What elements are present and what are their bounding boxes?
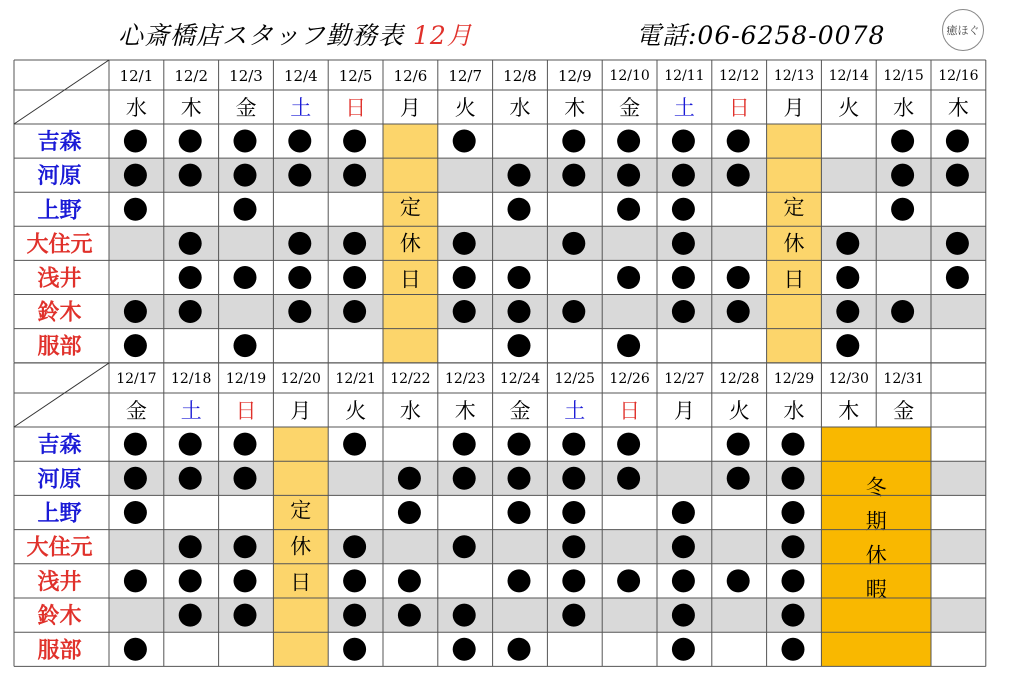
shift-dot xyxy=(453,130,476,153)
shift-dot xyxy=(453,467,476,490)
shift-dot xyxy=(672,130,695,153)
shift-dot xyxy=(782,501,805,524)
date-cell: 12/2 xyxy=(174,67,209,85)
shift-dot xyxy=(179,569,202,592)
weekday-cell: 日 xyxy=(345,96,367,120)
shift-dot xyxy=(343,164,366,187)
date-cell: 12/10 xyxy=(609,68,650,84)
weekday-cell: 金 xyxy=(893,399,915,423)
closed-day-label: 日 xyxy=(399,267,421,292)
weekday-cell: 土 xyxy=(564,399,586,423)
shift-dot xyxy=(179,130,202,153)
weekday-cell: 火 xyxy=(345,399,367,423)
shift-dot xyxy=(672,300,695,323)
shift-dot xyxy=(288,164,311,187)
weekday-cell: 土 xyxy=(180,399,202,423)
date-cell: 12/18 xyxy=(171,371,212,387)
shift-dot xyxy=(453,232,476,255)
weekday-cell: 水 xyxy=(399,399,421,423)
date-cell: 12/3 xyxy=(229,67,263,85)
shift-dot xyxy=(782,433,805,456)
shift-dot xyxy=(398,501,421,524)
staff-name: 河原 xyxy=(37,466,82,493)
shift-dot xyxy=(124,467,147,490)
date-cell: 12/19 xyxy=(225,371,267,387)
date-cell: 12/8 xyxy=(503,67,537,85)
shift-dot xyxy=(782,467,805,490)
shift-dot xyxy=(179,535,202,558)
shift-dot xyxy=(234,467,257,490)
shift-dot xyxy=(234,604,257,627)
date-cell: 12/22 xyxy=(390,371,431,387)
date-cell: 12/30 xyxy=(828,371,869,387)
shift-dot xyxy=(782,604,805,627)
shift-dot xyxy=(672,535,695,558)
weekday-cell: 木 xyxy=(947,96,969,120)
winter-holiday-label: 暇 xyxy=(865,577,887,602)
shift-dot xyxy=(234,130,257,153)
staff-name: 鈴木 xyxy=(37,299,82,326)
shift-dot xyxy=(617,433,640,456)
date-cell: 12/23 xyxy=(445,371,486,387)
schedule-block-1 xyxy=(14,60,986,363)
date-cell: 12/29 xyxy=(773,371,815,387)
closed-day-label: 日 xyxy=(290,570,312,595)
shift-dot xyxy=(453,433,476,456)
date-cell: 12/5 xyxy=(338,67,373,85)
shift-dot xyxy=(672,232,695,255)
shift-dot xyxy=(836,334,859,357)
shift-dot xyxy=(179,232,202,255)
winter-holiday-label: 休 xyxy=(865,543,887,568)
shift-dot xyxy=(562,433,585,456)
shift-dot xyxy=(727,164,750,187)
shift-dot xyxy=(946,164,969,187)
shift-dot xyxy=(288,300,311,323)
closed-day-label: 日 xyxy=(783,267,805,292)
staff-name: 服部 xyxy=(37,333,82,360)
shift-dot xyxy=(782,569,805,592)
shift-dot xyxy=(343,604,366,627)
shift-dot xyxy=(508,334,531,357)
date-cell: 12/1 xyxy=(119,67,154,85)
shift-dot xyxy=(672,604,695,627)
staff-name: 上野 xyxy=(37,500,82,527)
shift-dot xyxy=(343,638,366,661)
shift-dot xyxy=(727,467,750,490)
shift-dot xyxy=(891,198,914,221)
closed-day-label: 休 xyxy=(399,231,421,256)
shift-dot xyxy=(179,604,202,627)
closed-day-label: 休 xyxy=(783,231,805,256)
shift-dot xyxy=(508,198,531,221)
shift-dot xyxy=(836,232,859,255)
shift-dot xyxy=(672,569,695,592)
shift-dot xyxy=(891,130,914,153)
shift-dot xyxy=(836,266,859,289)
shift-dot xyxy=(562,130,585,153)
shift-dot xyxy=(617,266,640,289)
shift-dot xyxy=(508,638,531,661)
shift-dot xyxy=(617,334,640,357)
shift-dot xyxy=(782,638,805,661)
date-cell: 12/7 xyxy=(448,67,483,85)
weekday-cell: 水 xyxy=(783,399,805,423)
shift-dot xyxy=(343,130,366,153)
date-cell: 12/20 xyxy=(280,371,321,387)
shift-dot xyxy=(234,164,257,187)
staff-name: 吉森 xyxy=(37,129,82,156)
shift-dot xyxy=(836,300,859,323)
shift-dot xyxy=(343,433,366,456)
shift-dot xyxy=(672,164,695,187)
weekday-cell: 金 xyxy=(619,96,641,120)
corner-diagonal xyxy=(14,363,109,427)
shift-dot xyxy=(727,433,750,456)
date-cell: 12/9 xyxy=(557,67,592,85)
shift-dot xyxy=(508,266,531,289)
shift-dot xyxy=(672,266,695,289)
schedule-block-2 xyxy=(14,363,986,666)
shift-dot xyxy=(508,433,531,456)
shift-dot xyxy=(562,604,585,627)
shift-dot xyxy=(672,198,695,221)
staff-name: 河原 xyxy=(37,163,82,190)
shift-dot xyxy=(453,638,476,661)
shift-dot xyxy=(124,501,147,524)
shift-dot xyxy=(617,569,640,592)
shift-dot xyxy=(124,638,147,661)
weekday-cell: 木 xyxy=(180,96,202,120)
weekday-cell: 金 xyxy=(509,399,531,423)
shift-dot xyxy=(782,535,805,558)
shift-dot xyxy=(343,569,366,592)
shift-dot xyxy=(398,569,421,592)
shift-dot xyxy=(234,535,257,558)
shift-dot xyxy=(398,467,421,490)
shift-dot xyxy=(124,198,147,221)
date-cell: 12/16 xyxy=(938,68,979,84)
shift-dot xyxy=(234,569,257,592)
shift-dot xyxy=(562,535,585,558)
shift-dot xyxy=(562,300,585,323)
shift-dot xyxy=(562,164,585,187)
shift-dot xyxy=(617,467,640,490)
shift-dot xyxy=(453,300,476,323)
shift-dot xyxy=(453,535,476,558)
date-cell: 12/13 xyxy=(773,68,815,84)
shift-dot xyxy=(562,232,585,255)
date-cell: 12/14 xyxy=(828,68,869,84)
staff-name: 大住元 xyxy=(26,534,93,561)
shift-dot xyxy=(398,604,421,627)
shift-dot xyxy=(508,300,531,323)
weekday-cell: 水 xyxy=(893,96,915,120)
date-cell: 12/26 xyxy=(609,371,650,387)
shift-dot xyxy=(508,164,531,187)
date-cell: 12/6 xyxy=(393,67,428,85)
shift-dot xyxy=(562,501,585,524)
weekday-cell: 土 xyxy=(290,96,312,120)
shift-dot xyxy=(179,266,202,289)
shift-dot xyxy=(179,467,202,490)
shift-dot xyxy=(179,300,202,323)
shift-dot xyxy=(343,266,366,289)
shift-dot xyxy=(672,501,695,524)
date-cell: 12/17 xyxy=(116,371,157,387)
weekday-cell: 日 xyxy=(728,96,750,120)
title-text: 心斎橋店スタッフ勤務表 xyxy=(118,21,405,50)
shift-dot xyxy=(453,604,476,627)
weekday-cell: 木 xyxy=(564,96,586,120)
weekday-cell: 木 xyxy=(838,399,860,423)
shift-dot xyxy=(727,130,750,153)
shift-dot xyxy=(946,266,969,289)
date-cell: 12/21 xyxy=(335,371,376,387)
phone-number: 電話:06-6258-0078 xyxy=(636,21,886,50)
closed-day-label: 休 xyxy=(290,534,312,559)
staff-name: 浅井 xyxy=(37,265,82,292)
shift-dot xyxy=(672,638,695,661)
shift-dot xyxy=(124,433,147,456)
shift-dot xyxy=(179,164,202,187)
shift-dot xyxy=(727,266,750,289)
shift-dot xyxy=(946,232,969,255)
shift-dot xyxy=(179,433,202,456)
weekday-cell: 火 xyxy=(728,399,750,423)
staff-name: 吉森 xyxy=(37,432,82,459)
weekday-cell: 水 xyxy=(509,96,531,120)
date-cell: 12/25 xyxy=(554,371,595,387)
shift-dot xyxy=(727,300,750,323)
shift-dot xyxy=(234,334,257,357)
corner-diagonal xyxy=(14,60,109,124)
date-cell: 12/12 xyxy=(719,68,760,84)
closed-day-label: 定 xyxy=(783,195,805,220)
weekday-cell: 火 xyxy=(454,96,476,120)
shift-dot xyxy=(891,164,914,187)
title-month: 12月 xyxy=(412,21,473,50)
shift-dot xyxy=(727,569,750,592)
shift-dot xyxy=(234,266,257,289)
staff-name: 大住元 xyxy=(26,231,93,258)
shift-dot xyxy=(508,467,531,490)
date-cell: 12/15 xyxy=(883,68,924,84)
weekday-cell: 月 xyxy=(399,96,421,120)
weekday-cell: 金 xyxy=(235,96,257,120)
winter-holiday-label: 期 xyxy=(865,509,887,534)
logo-text: 癒ほぐ xyxy=(946,24,980,37)
shift-dot xyxy=(946,130,969,153)
date-cell: 12/28 xyxy=(719,371,760,387)
staff-name: 浅井 xyxy=(37,568,82,595)
staff-name: 鈴木 xyxy=(37,603,82,630)
shift-dot xyxy=(617,130,640,153)
shift-dot xyxy=(124,300,147,323)
shift-dot xyxy=(508,569,531,592)
weekday-cell: 月 xyxy=(783,96,805,120)
shift-dot xyxy=(343,232,366,255)
weekday-cell: 月 xyxy=(290,399,312,423)
weekday-cell: 日 xyxy=(619,399,641,423)
shift-dot xyxy=(891,300,914,323)
date-cell: 12/11 xyxy=(664,68,705,84)
shift-dot xyxy=(234,433,257,456)
shift-dot xyxy=(562,467,585,490)
staff-name: 服部 xyxy=(37,637,82,664)
closed-day-label: 定 xyxy=(290,498,312,523)
weekday-cell: 土 xyxy=(673,96,695,120)
shift-dot xyxy=(343,300,366,323)
shift-dot xyxy=(617,198,640,221)
weekday-cell: 月 xyxy=(673,399,695,423)
shift-dot xyxy=(288,232,311,255)
winter-holiday-label: 冬 xyxy=(865,475,887,500)
shift-dot xyxy=(234,198,257,221)
shift-dot xyxy=(124,164,147,187)
staff-name: 上野 xyxy=(37,197,82,224)
shift-dot xyxy=(288,266,311,289)
shift-dot xyxy=(453,266,476,289)
date-cell: 12/27 xyxy=(664,371,705,387)
date-cell: 12/24 xyxy=(499,371,541,387)
shift-dot xyxy=(124,334,147,357)
weekday-cell: 木 xyxy=(454,399,476,423)
date-cell: 12/4 xyxy=(283,67,318,85)
shift-dot xyxy=(617,164,640,187)
weekday-cell: 日 xyxy=(235,399,257,423)
shift-dot xyxy=(288,130,311,153)
date-cell: 12/31 xyxy=(883,371,924,387)
shift-dot xyxy=(343,535,366,558)
weekday-cell: 火 xyxy=(838,96,860,120)
weekday-cell: 水 xyxy=(125,96,147,120)
closed-day-label: 定 xyxy=(399,195,421,220)
shift-dot xyxy=(562,569,585,592)
shift-dot xyxy=(124,569,147,592)
shift-dot xyxy=(124,130,147,153)
weekday-cell: 金 xyxy=(125,399,147,423)
shift-dot xyxy=(508,501,531,524)
